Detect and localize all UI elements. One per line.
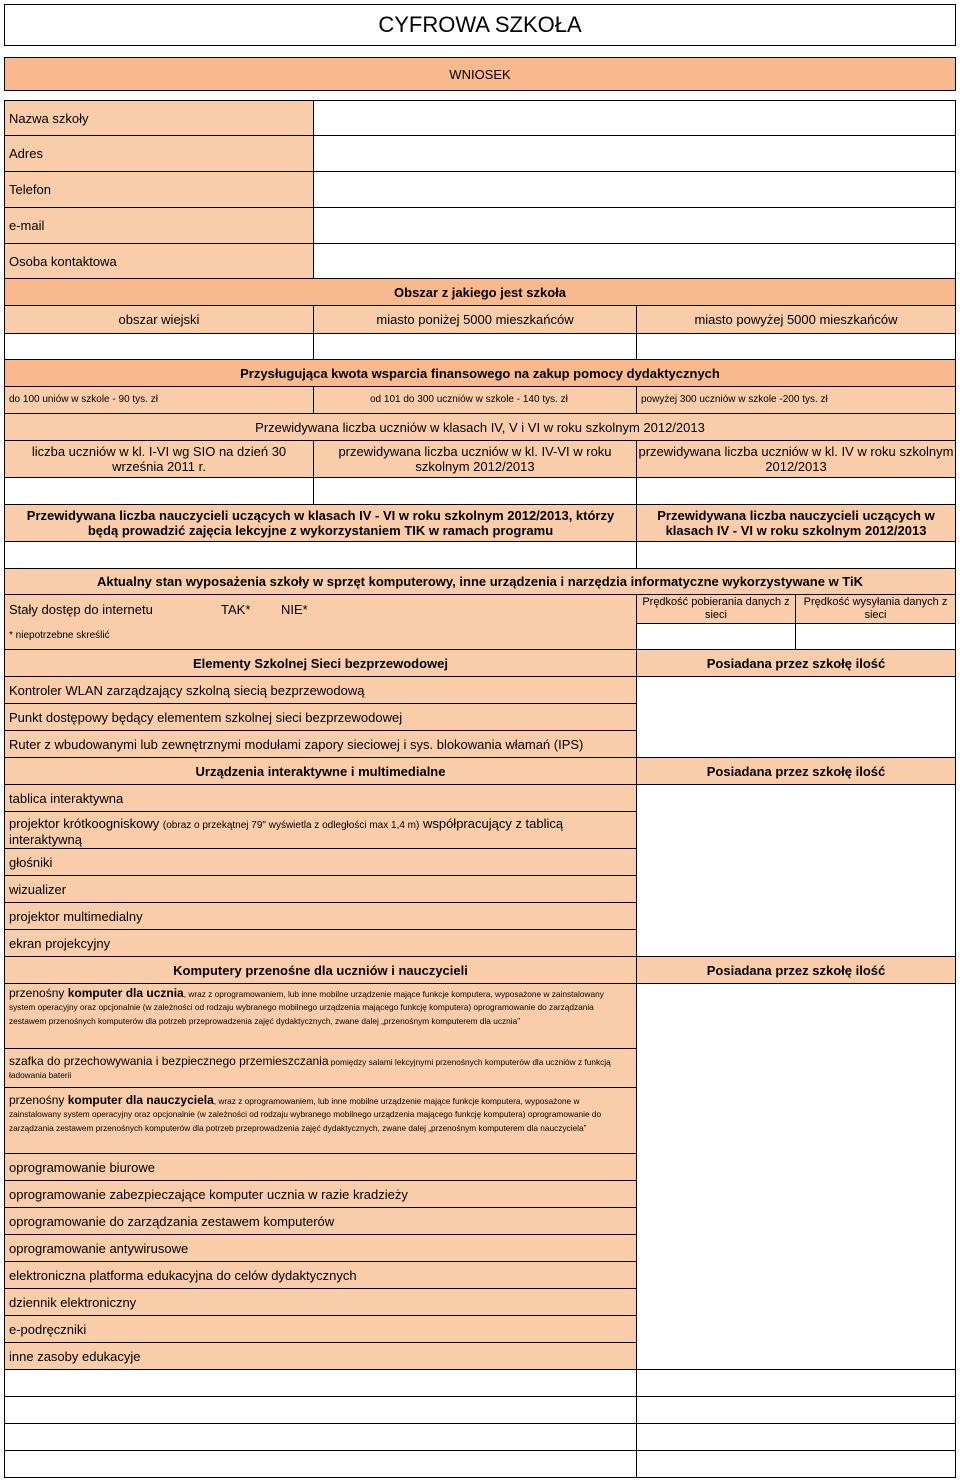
laptops-item-e-learning-platform: elektroniczna platforma edukacyjna do celów dydaktycznych <box>4 1261 637 1289</box>
laptops-item-student-computer <box>4 983 637 1049</box>
page-title: CYFROWA SZKOŁA <box>4 4 956 46</box>
student-computer-c: , wraz z oprogramowaniem, lub inne mobilne urządzenie mające funkcje komputera, wyposażone w zainstalowany system operacyjny oraz opcjonalnie (w zależności od rodzaju wybranego mobilnego urządzenia mającego funkcję komputera) oprogramowanie do zarządzania zestawem przenośnych komputerów dla potrzeb przeprowadzenia zajęć dydaktycznych, zwane dalej „przenośnym komputerem dla ucznia” <box>9 989 604 1026</box>
projector-label-c: współpracujący z tablicą interaktywną <box>9 816 564 847</box>
empty-row-qty[interactable] <box>636 1396 956 1424</box>
laptops-section-title: Komputery przenośne dla uczniów i nauczycieli <box>4 956 637 984</box>
area-small-town-input[interactable] <box>313 333 637 360</box>
address-input[interactable] <box>313 135 956 172</box>
area-section-title: Obszar z jakiego jest szkoła <box>4 278 956 306</box>
internet-access-row <box>4 594 637 650</box>
interactive-section-title: Urządzenia interaktywne i multimedialne <box>4 757 637 785</box>
wireless-item-wlan-controller: Kontroler WLAN zarządzający szkolną siecią bezprzewodową <box>4 676 637 704</box>
funding-option-200k: powyżej 300 uczniów w szkole -200 tys. zł <box>636 386 956 414</box>
projector-label-b: (obraz o przekątnej 79" wyświetla z odległości max 1,4 m) <box>162 820 420 831</box>
funding-section-title: Przysługująca kwota wsparcia finansowego na zakup pomocy dydaktycznych <box>4 359 956 387</box>
teachers-total-input[interactable] <box>636 541 956 569</box>
students-sio-label: liczba uczniów w kl. I-VI wg SIO na dzień 30 września 2011 r. <box>4 440 314 478</box>
laptops-item-cabinet <box>4 1048 637 1088</box>
laptops-item-e-textbooks: e-podręczniki <box>4 1315 637 1343</box>
phone-input[interactable] <box>313 171 956 208</box>
internet-no-option[interactable]: NIE* <box>281 602 308 617</box>
download-speed-input[interactable] <box>636 623 796 650</box>
empty-row[interactable] <box>4 1369 637 1397</box>
laptops-item-other-resources: inne zasoby edukacyje <box>4 1342 637 1370</box>
field-label-phone: Telefon <box>4 171 314 208</box>
student-computer-a: przenośny <box>9 986 68 1000</box>
interactive-item-speakers: głośniki <box>4 848 637 876</box>
laptops-item-teacher-computer <box>4 1087 637 1154</box>
teacher-computer-c: , wraz z oprogramowaniem, lub inne mobilne urządzenie mające funkcje komputera, wyposażone w zainstalowany system operacyjny oraz opcjonalnie (w zależności od rodzaju wybranego mobilnego urządzenia mającego funkcję komputera) oprogramowanie do zarządzania zestawem przenośnych komputerów dla potrzeb przeprowadzenia zajęć dydaktycznych, zwane dalej „przenośnym komputerem dla nauczyciela” <box>9 1096 602 1133</box>
teachers-tik-input[interactable] <box>4 541 637 569</box>
funding-option-140k: od 101 do 300 uczniów w szkole - 140 tys. zł <box>313 386 637 414</box>
interactive-item-visualizer: wizualizer <box>4 875 637 903</box>
wireless-item-router: Ruter z wbudowanymi lub zewnętrznymi modułami zapory sieciowej i sys. blokowania włamań (IPS) <box>4 730 637 758</box>
students-iv-input[interactable] <box>636 477 956 505</box>
teacher-computer-b: komputer dla nauczyciela <box>67 1093 214 1107</box>
contact-person-input[interactable] <box>313 243 956 279</box>
laptops-qty-input[interactable] <box>636 983 956 1370</box>
internet-yes-option[interactable]: TAK* <box>221 602 251 617</box>
laptops-item-office-software: oprogramowanie biurowe <box>4 1153 637 1181</box>
empty-row-qty[interactable] <box>636 1423 956 1451</box>
teachers-tik-label: Przewidywana liczba nauczycieli uczących w klasach IV - VI w roku szkolnym 2012/2013, którzy będą prowadzić zajęcia lekcyjne z wykorzystaniem TIK w ramach programu <box>4 504 637 542</box>
cabinet-b: pomiędzy salami lekcyjnymi przenośnych komputerów dla uczniów z funkcją ładowania baterii <box>9 1057 611 1081</box>
laptops-item-e-register: dziennik elektroniczny <box>4 1288 637 1316</box>
interactive-item-short-throw-projector <box>4 811 637 849</box>
teachers-total-label: Przewidywana liczba nauczycieli uczących w klasach IV - VI w roku szkolnym 2012/2013 <box>636 504 956 542</box>
funding-option-90k: do 100 uniów w szkole - 90 tys. zł <box>4 386 314 414</box>
upload-speed-input[interactable] <box>795 623 956 650</box>
field-label-contact-person: Osoba kontaktowa <box>4 243 314 279</box>
wireless-section-title: Elementy Szkolnej Sieci bezprzewodowej <box>4 649 637 677</box>
form-header: WNIOSEK <box>4 57 956 91</box>
interactive-qty-header: Posiadana przez szkołę ilość <box>636 757 956 785</box>
empty-row[interactable] <box>4 1450 637 1478</box>
wireless-qty-header: Posiadana przez szkołę ilość <box>636 649 956 677</box>
upload-speed-label: Prędkość wysyłania danych z sieci <box>795 594 956 624</box>
cabinet-a: szafka do przechowywania i bezpiecznego przemieszczania <box>9 1054 329 1068</box>
empty-row[interactable] <box>4 1396 637 1424</box>
interactive-item-projector: projektor multimedialny <box>4 902 637 930</box>
equipment-section-title: Aktualny stan wyposażenia szkoły w sprzęt komputerowy, inne urządzenia i narzędzia informatyczne wykorzystywane w TiK <box>4 568 956 595</box>
field-label-school-name: Nazwa szkoły <box>4 100 314 136</box>
area-city-input[interactable] <box>636 333 956 360</box>
footnote: * niepotrzebne skreślić <box>9 630 110 641</box>
empty-row-qty[interactable] <box>636 1369 956 1397</box>
students-sio-input[interactable] <box>4 477 314 505</box>
laptops-item-antivirus: oprogramowanie antywirusowe <box>4 1234 637 1262</box>
download-speed-label: Prędkość pobierania danych z sieci <box>636 594 796 624</box>
students-iv-label: przewidywana liczba uczniów w kl. IV w roku szkolnym 2012/2013 <box>636 440 956 478</box>
students-iv-vi-label: przewidywana liczba uczniów w kl. IV-VI w roku szkolnym 2012/2013 <box>313 440 637 478</box>
laptops-qty-header: Posiadana przez szkołę ilość <box>636 956 956 984</box>
internet-access-label: Stały dostęp do internetu <box>9 602 153 617</box>
area-rural-input[interactable] <box>4 333 314 360</box>
teacher-computer-a: przenośny <box>9 1093 68 1107</box>
interactive-qty-input[interactable] <box>636 784 956 957</box>
empty-row[interactable] <box>4 1423 637 1451</box>
area-option-city: miasto powyżej 5000 mieszkańców <box>636 305 956 334</box>
student-computer-b: komputer dla ucznia <box>67 986 184 1000</box>
students-section-title: Przewidywana liczba uczniów w klasach IV, V i VI w roku szkolnym 2012/2013 <box>4 413 956 441</box>
wireless-item-access-point: Punkt dostępowy będący elementem szkolnej sieci bezprzewodowej <box>4 703 637 731</box>
field-label-address: Adres <box>4 135 314 172</box>
interactive-item-screen: ekran projekcyjny <box>4 929 637 957</box>
projector-label-a: projektor krótkoogniskowy <box>9 816 163 831</box>
empty-row-qty[interactable] <box>636 1450 956 1478</box>
email-input[interactable] <box>313 207 956 244</box>
area-option-rural: obszar wiejski <box>4 305 314 334</box>
school-name-input[interactable] <box>313 100 956 136</box>
area-option-small-town: miasto poniżej 5000 mieszkańców <box>313 305 637 334</box>
laptops-item-anti-theft-software: oprogramowanie zabezpieczające komputer ucznia w razie kradzieży <box>4 1180 637 1208</box>
students-iv-vi-input[interactable] <box>313 477 637 505</box>
field-label-email: e-mail <box>4 207 314 244</box>
wireless-qty-input[interactable] <box>636 676 956 758</box>
interactive-item-whiteboard: tablica interaktywna <box>4 784 637 812</box>
laptops-item-management-software: oprogramowanie do zarządzania zestawem komputerów <box>4 1207 637 1235</box>
